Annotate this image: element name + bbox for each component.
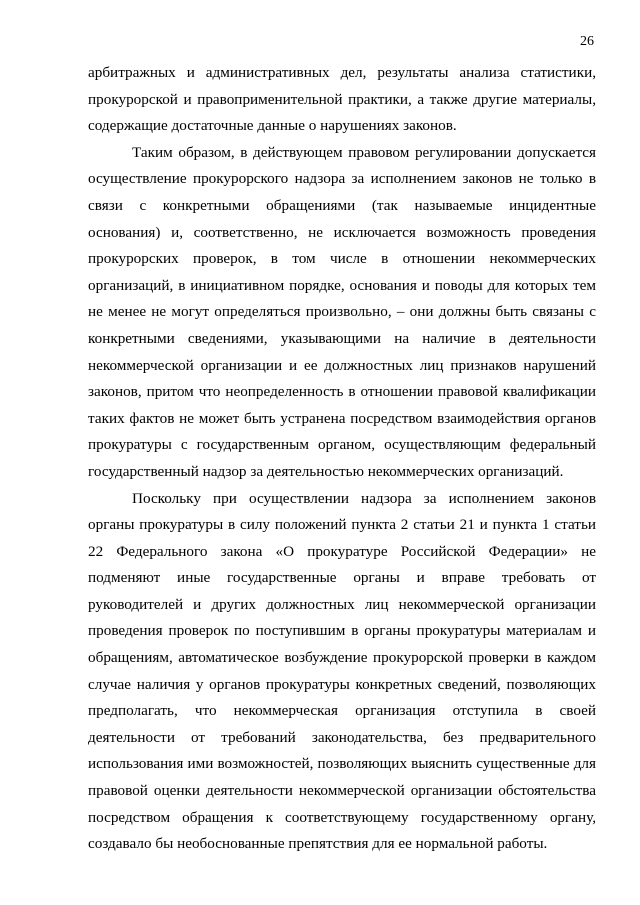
- paragraph: [88, 486, 596, 858]
- text-line: 22 Федерального закона «О прокуратуре Российской Федерации» не: [88, 542, 596, 560]
- text-line: законов, притом что неопределенность в отношении правовой квалификации: [88, 383, 596, 401]
- text-line: некоммерческой организации и ее должностных лиц признаков нарушений: [88, 356, 596, 374]
- text-line: Поскольку при осуществлении надзора за исполнением законов: [132, 489, 596, 507]
- text-line: не менее не могут определяться произвольно, – они должны быть связаны с: [88, 303, 596, 321]
- text-line: деятельности от требований законодательства, без предварительного: [88, 728, 596, 746]
- text-line: осуществление прокурорского надзора за исполнением законов не только в: [88, 170, 596, 188]
- text-line: использования ими возможностей, позволяющих выяснить существенные для: [88, 755, 596, 773]
- text-line: арбитражных и административных дел, результаты анализа статистики,: [88, 64, 596, 81]
- page-number: 26: [580, 34, 594, 49]
- text-line: проведения проверок по поступившим в органы прокуратуры материалам и: [88, 622, 596, 640]
- paragraph: [88, 140, 596, 486]
- text-line: таких фактов не может быть устранена посредством взаимодействия органов: [88, 409, 596, 427]
- text-line: основания) и, соответственно, не исключается возможность проведения: [88, 223, 596, 241]
- text-line: органы прокуратуры в силу положений пункта 2 статьи 21 и пункта 1 статьи: [88, 516, 596, 534]
- text-line: государственный надзор за деятельностью некоммерческих организаций.: [88, 462, 564, 480]
- text-line: обращениям, автоматическое возбуждение прокурорской проверки в каждом: [88, 649, 596, 667]
- document-body: [88, 60, 596, 858]
- paragraph-continuation: [88, 60, 596, 140]
- text-line: конкретными сведениями, указывающими на наличие в деятельности: [88, 329, 596, 347]
- text-line: прокуратуры с государственным органом, осуществляющим федеральный: [88, 436, 596, 454]
- text-line: организаций, в инициативном порядке, основания и поводы для которых тем: [88, 276, 596, 294]
- text-line: посредством обращения к соответствующему государственному органу,: [88, 808, 596, 826]
- text-line: прокурорских проверок, в том числе в отношении некоммерческих: [88, 250, 596, 268]
- text-line: прокурорской и правоприменительной практики, а также другие материалы,: [88, 90, 596, 108]
- text-line: руководителей и других должностных лиц некоммерческой организации: [88, 595, 596, 613]
- text-line: подменяют иные государственные органы и вправе требовать от: [88, 569, 596, 587]
- text-line: случае наличия у органов прокуратуры конкретных сведений, позволяющих: [88, 675, 596, 693]
- text-line: создавало бы необоснованные препятствия для ее нормальной работы.: [88, 835, 548, 853]
- text-line: Таким образом, в действующем правовом регулировании допускается: [132, 143, 596, 161]
- text-line: содержащие достаточные данные о нарушениях законов.: [88, 117, 457, 135]
- text-line: правовой оценки деятельности некоммерческой организации обстоятельства: [88, 782, 596, 800]
- text-line: связи с конкретными обращениями (так называемые инцидентные: [88, 196, 596, 214]
- text-line: предполагать, что некоммерческая организация отступила в своей: [88, 702, 596, 720]
